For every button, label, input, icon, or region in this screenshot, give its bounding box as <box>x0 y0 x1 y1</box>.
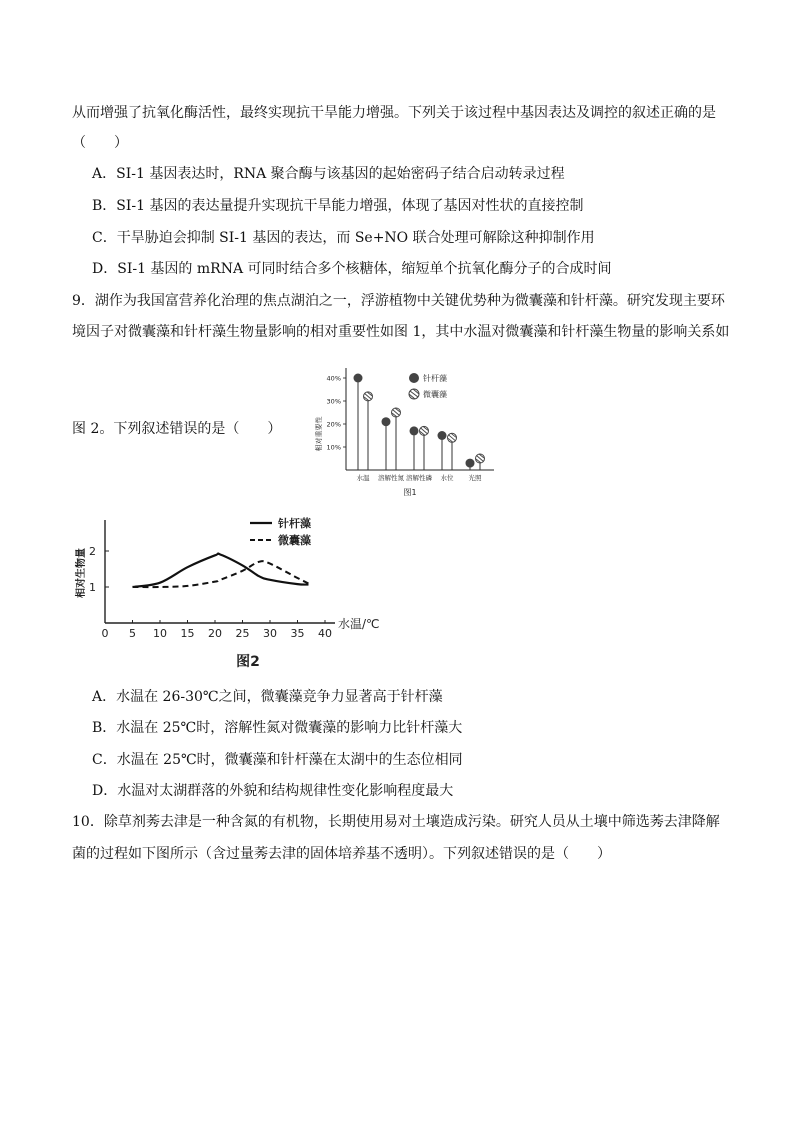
legend-label-weinang: 微囊藻 <box>423 390 447 399</box>
fig2-caption: 图2 <box>236 654 260 670</box>
point-zhengan-水温 <box>354 374 363 383</box>
option-b: B．SI-1 基因的表达量提升实现抗干旱能力增强，体现了基因对性状的直接控制 <box>92 198 584 214</box>
series-line-zhengan <box>133 554 309 587</box>
y-tick-label: 1 <box>89 581 96 594</box>
figure-2-chart <box>70 510 390 675</box>
legend-marker-zhengan <box>409 373 419 383</box>
category-label: 水位 <box>440 474 454 482</box>
question-9-line2: 境因子对微囊藻和针杆藻生物量影响的相对重要性如图 1，其中水温对微囊藻和针杆藻生物量的影响关系如 <box>72 324 730 340</box>
x-tick-label: 5 <box>129 627 136 640</box>
fig2-xlabel: 水温/℃ <box>338 617 380 631</box>
y-tick-label: 20% <box>326 420 341 429</box>
option-d: D．水温对太湖群落的外貌和结构规律性变化影响程度最大 <box>92 783 454 799</box>
paragraph-line: 从而增强了抗氧化酶活性，最终实现抗干旱能力增强。下列关于该过程中基因表达及调控的叙述正确的是 <box>72 105 716 121</box>
answer-bracket: （ ） <box>72 135 128 151</box>
option-c: C．干旱胁迫会抑制 SI-1 基因的表达，而 Se+NO 联合处理可解除这种抑制作用 <box>92 230 595 246</box>
question-10-line1: 10．除草剂莠去津是一种含氮的有机物，长期使用易对土壤造成污染。研究人员从土壤中筛选莠去津降解 <box>72 814 720 830</box>
option-c: C．水温在 25℃时，微囊藻和针杆藻在太湖中的生态位相同 <box>92 752 463 768</box>
y-tick-label: 10% <box>326 443 341 452</box>
legend-label-zhengan: 针杆藻 <box>423 374 447 383</box>
x-tick-label: 40 <box>318 627 332 640</box>
point-zhengan-溶解性磷 <box>410 426 419 435</box>
x-tick-label: 35 <box>290 627 305 640</box>
point-zhengan-水位 <box>438 431 447 440</box>
category-label: 溶解性磷 <box>406 474 432 482</box>
point-zhengan-溶解性氮 <box>382 417 391 426</box>
question-9-line3: 图 2。下列叙述错误的是（ ） <box>72 421 282 437</box>
option-b: B．水温在 25℃时，溶解性氮对微囊藻的影响力比针杆藻大 <box>92 720 463 736</box>
fig1-ylabel: 相对重要性 <box>315 416 323 452</box>
y-tick-label: 2 <box>89 545 96 558</box>
legend-label-zhengan: 针杆藻 <box>278 517 311 530</box>
x-tick-label: 30 <box>263 627 277 640</box>
option-a: A．水温在 26-30℃之间，微囊藻竞争力显著高于针杆藻 <box>92 689 443 705</box>
y-tick-label: 40% <box>326 374 341 383</box>
category-label: 水温 <box>356 474 370 482</box>
option-d: D．SI-1 基因的 mRNA 可同时结合多个核糖体，缩短单个抗氧化酶分子的合成时间 <box>92 261 612 277</box>
category-label: 溶解性氮 <box>378 474 404 482</box>
option-a: A．SI-1 基因表达时，RNA 聚合酶与该基因的起始密码子结合启动转录过程 <box>92 166 565 182</box>
figure-1-chart <box>310 362 510 502</box>
legend-label-weinang: 微囊藻 <box>278 534 311 547</box>
point-zhengan-光照 <box>466 459 475 468</box>
category-label: 光照 <box>468 474 482 482</box>
question-10-line2: 菌的过程如下图所示（含过量莠去津的固体培养基不透明）。下列叙述错误的是（ ） <box>72 846 611 862</box>
x-tick-label: 10 <box>153 627 167 640</box>
x-tick-label: 20 <box>208 627 222 640</box>
fig2-ylabel: 相对生物量 <box>76 548 87 598</box>
x-tick-label: 15 <box>180 627 195 640</box>
question-9-line1: 9．湖作为我国富营养化治理的焦点湖泊之一，浮游植物中关键优势种为微囊藻和针杆藻。研究发现主要环 <box>72 293 725 309</box>
y-tick-label: 30% <box>326 397 341 406</box>
fig1-caption: 图1 <box>403 488 417 497</box>
x-tick-label: 0 <box>101 627 109 640</box>
x-tick-label: 25 <box>235 627 250 640</box>
